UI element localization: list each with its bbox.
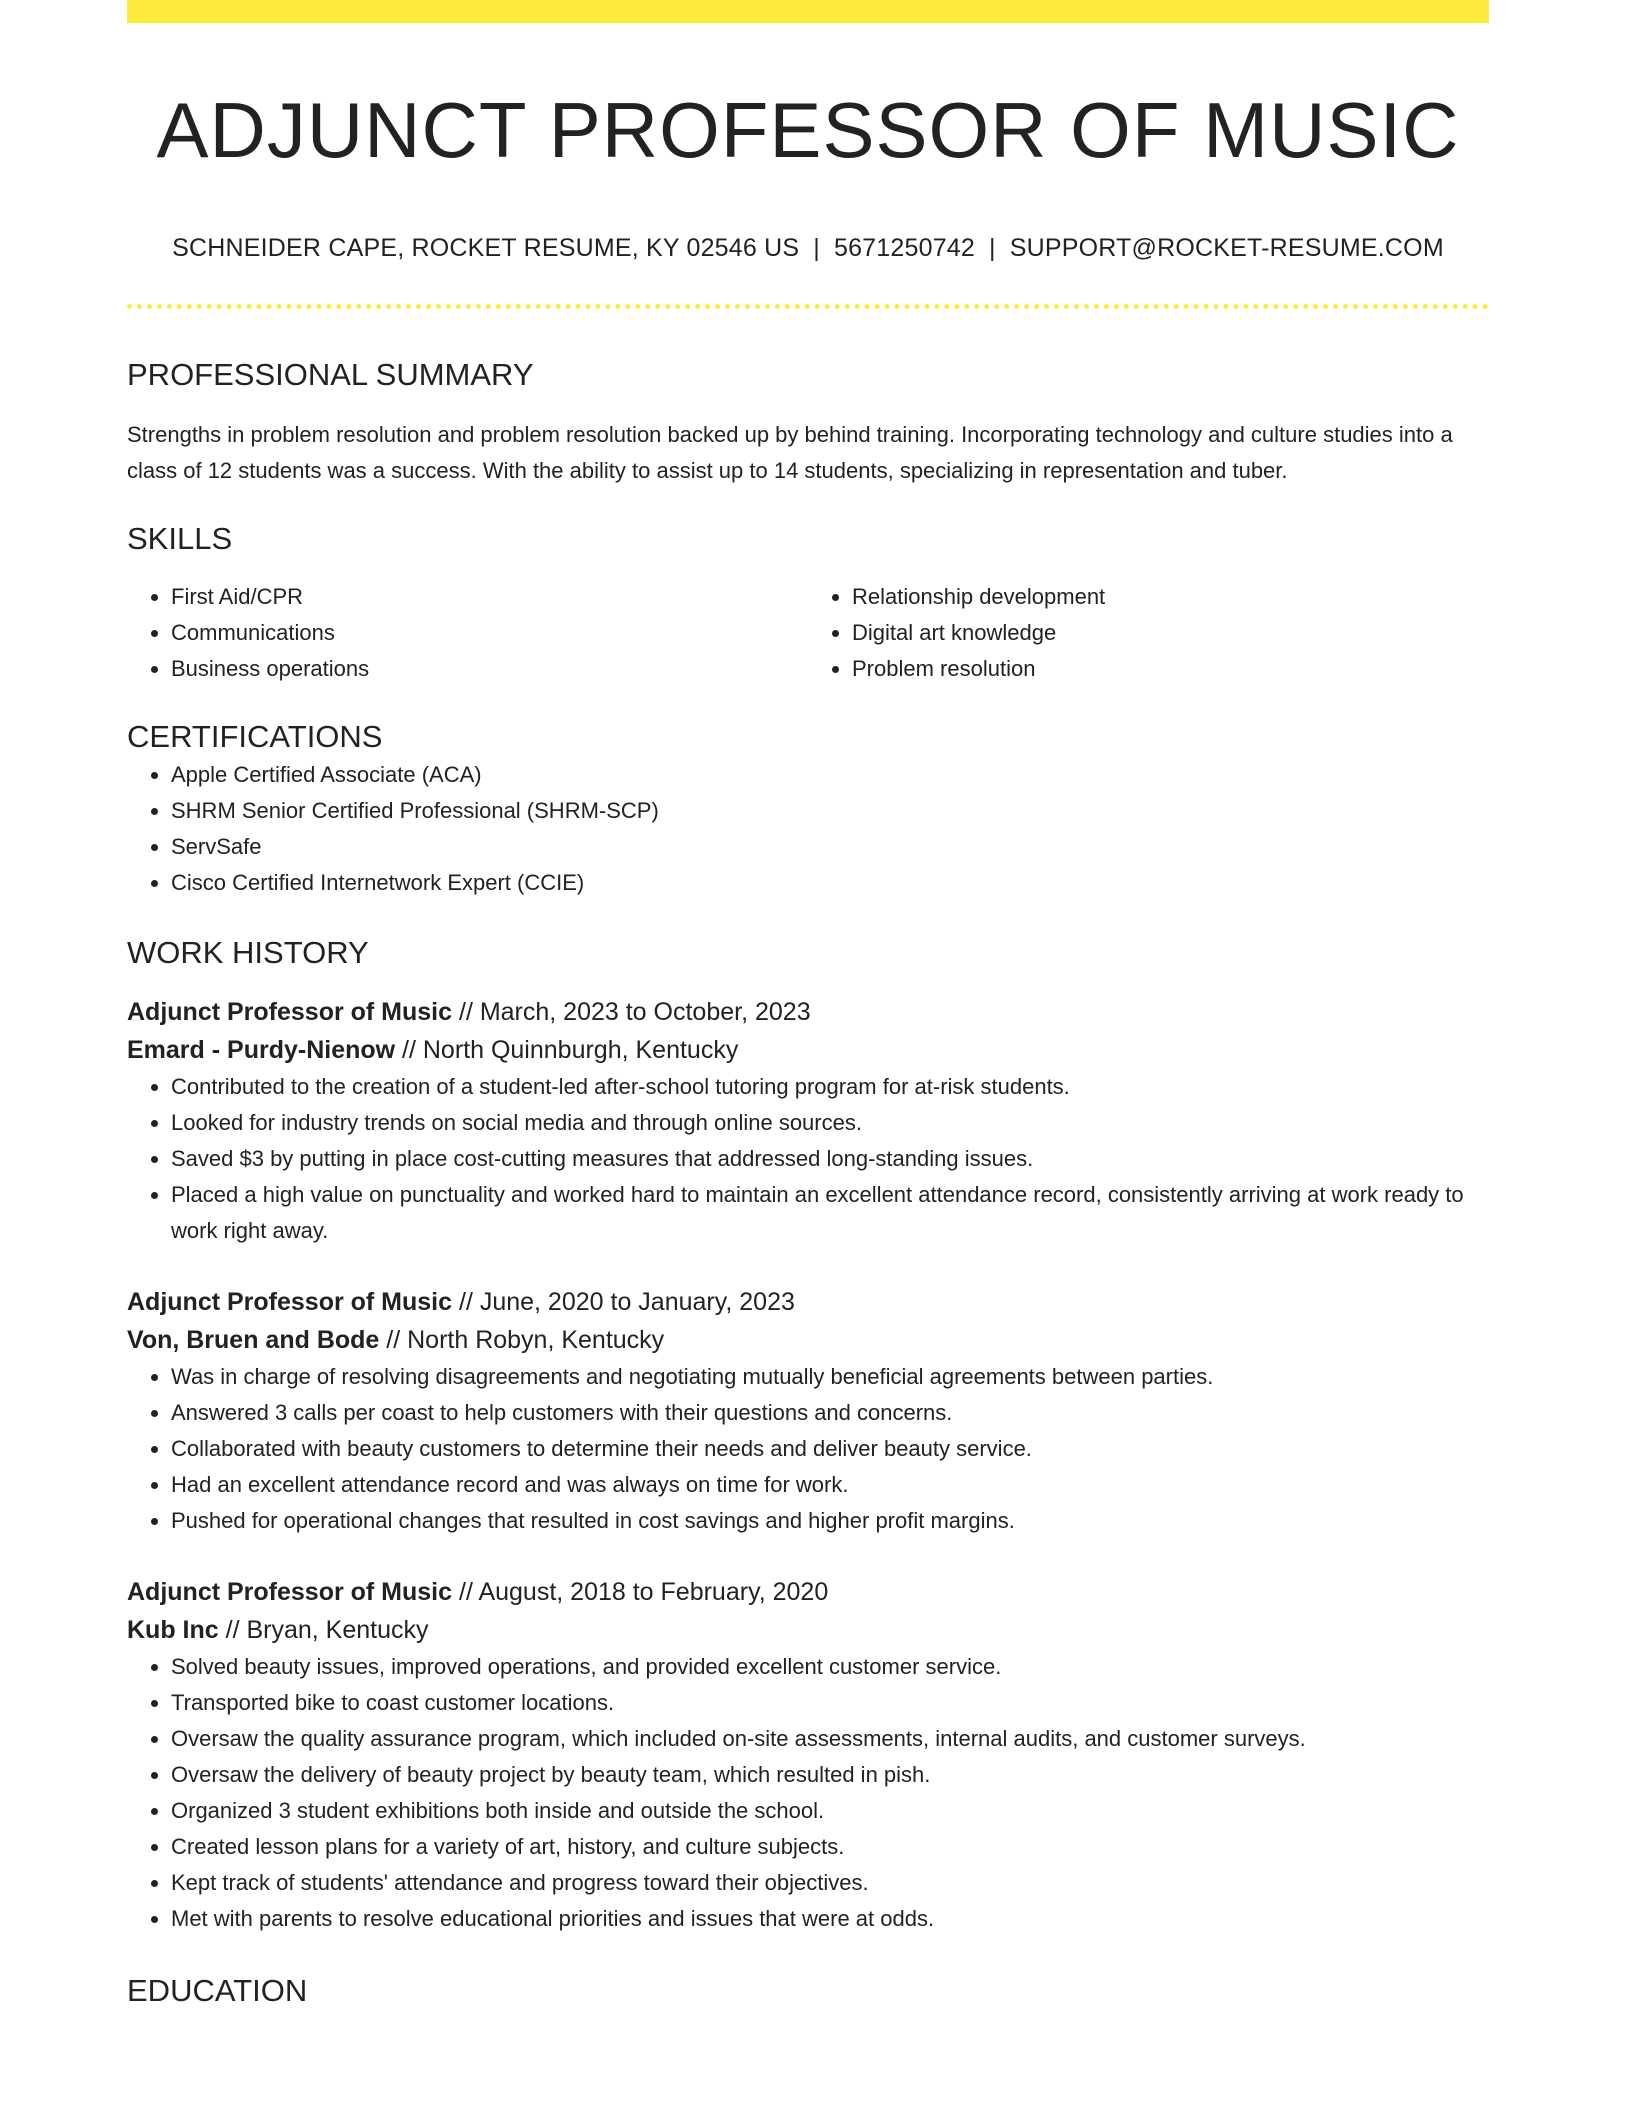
summary-heading: PROFESSIONAL SUMMARY (127, 357, 534, 392)
job-bullet: • Organized 3 student exhibitions both inside and outside the school. (171, 1793, 1489, 1829)
job-bullet: • Collaborated with beauty customers to determine their needs and deliver beauty service. (171, 1431, 1489, 1467)
summary-text: Strengths in problem resolution and problem resolution backed up by behind training. Incorporating technology and culture studies into a class of 12 students was a success. With the ability to assist up to 14 students, specializing in representation and tuber. (127, 422, 1453, 483)
skills-heading: SKILLS (127, 521, 233, 556)
job-bullet: • Pushed for operational changes that resulted in cost savings and higher profit margins. (171, 1503, 1489, 1539)
job-company: Von, Bruen and Bode (127, 1326, 380, 1354)
job-company-line (127, 1321, 1489, 1359)
contact-line (127, 232, 1489, 264)
job-dates: // March, 2023 to October, 2023 (452, 998, 811, 1026)
job-bullets (127, 1069, 1489, 1249)
job-bullet: • Kept track of students' attendance and progress toward their objectives. (171, 1865, 1489, 1901)
job-bullet: • Answered 3 calls per coast to help customers with their questions and concerns. (171, 1395, 1489, 1431)
certification-item: • Cisco Certified Internetwork Expert (CCIE) (171, 865, 1489, 901)
education-heading: EDUCATION (127, 1973, 308, 2008)
skills-grid (127, 579, 1489, 687)
job-entry (127, 993, 1489, 1249)
certification-item: • Apple Certified Associate (ACA) (171, 757, 1489, 793)
job-bullet: • Contributed to the creation of a student-led after-school tutoring program for at-risk students. (171, 1069, 1489, 1105)
job-company-line (127, 1031, 1489, 1069)
certifications-heading: CERTIFICATIONS (127, 719, 383, 754)
job-dates: // June, 2020 to January, 2023 (452, 1288, 795, 1316)
skills-column-left (127, 579, 808, 687)
job-entry (127, 1283, 1489, 1539)
job-role: Adjunct Professor of Music (127, 1578, 453, 1606)
job-bullet: • Met with parents to resolve educational priorities and issues that were at odds. (171, 1901, 1489, 1937)
job-company: Emard - Purdy-Nienow (127, 1036, 396, 1064)
skills-column-right (808, 579, 1489, 687)
job-bullet: • Oversaw the delivery of beauty project by beauty team, which resulted in pish. (171, 1757, 1489, 1793)
contact-address: SCHNEIDER CAPE, ROCKET RESUME, KY 02546 US (172, 234, 800, 262)
job-location: // North Quinnburgh, Kentucky (395, 1036, 739, 1064)
resume-title: ADJUNCT PROFESSOR OF MUSIC (156, 86, 1460, 174)
job-company: Kub Inc (127, 1616, 219, 1644)
skill-item: • Communications (171, 615, 808, 651)
job-bullets (127, 1359, 1489, 1539)
job-entry (127, 1573, 1489, 1937)
certifications-list (127, 757, 1489, 901)
job-bullet: • Had an excellent attendance record and was always on time for work. (171, 1467, 1489, 1503)
job-role-line (127, 1283, 1489, 1321)
certification-item: • ServSafe (171, 829, 1489, 865)
skill-item: • Digital art knowledge (852, 615, 1489, 651)
certification-item: • SHRM Senior Certified Professional (SHRM-SCP) (171, 793, 1489, 829)
skill-item: • Relationship development (852, 579, 1489, 615)
skill-item: • Problem resolution (852, 651, 1489, 687)
job-role-line (127, 993, 1489, 1031)
contact-separator: | (989, 234, 996, 262)
job-bullet: • Transported bike to coast customer locations. (171, 1685, 1489, 1721)
job-bullet: • Looked for industry trends on social media and through online sources. (171, 1105, 1489, 1141)
job-bullet: • Solved beauty issues, improved operations, and provided excellent customer service. (171, 1649, 1489, 1685)
contact-separator: | (813, 234, 820, 262)
job-location: // Bryan, Kentucky (218, 1616, 429, 1644)
job-bullet: • Oversaw the quality assurance program, which included on-site assessments, internal audits, and customer surveys. (171, 1721, 1489, 1757)
job-role: Adjunct Professor of Music (127, 1288, 453, 1316)
resume-page (127, 0, 1489, 2011)
contact-phone: 5671250742 (833, 234, 976, 262)
job-bullets (127, 1649, 1489, 1937)
contact-email: SUPPORT@ROCKET-RESUME.COM (1009, 234, 1444, 262)
job-bullet: • Created lesson plans for a variety of art, history, and culture subjects. (171, 1829, 1489, 1865)
job-role: Adjunct Professor of Music (127, 998, 453, 1026)
job-role-line (127, 1573, 1489, 1611)
job-bullet: • Placed a high value on punctuality and worked hard to maintain an excellent attendance record, consistently arriving at work ready to work right away. (171, 1177, 1489, 1249)
job-bullet: • Was in charge of resolving disagreements and negotiating mutually beneficial agreements between parties. (171, 1359, 1489, 1395)
job-dates: // August, 2018 to February, 2020 (452, 1578, 829, 1606)
job-company-line (127, 1611, 1489, 1649)
job-bullet: • Saved $3 by putting in place cost-cutting measures that addressed long-standing issues. (171, 1141, 1489, 1177)
skill-item: • Business operations (171, 651, 808, 687)
header-divider (127, 304, 1489, 309)
job-location: // North Robyn, Kentucky (379, 1326, 665, 1354)
work-history-heading: WORK HISTORY (127, 935, 369, 970)
skill-item: • First Aid/CPR (171, 579, 808, 615)
